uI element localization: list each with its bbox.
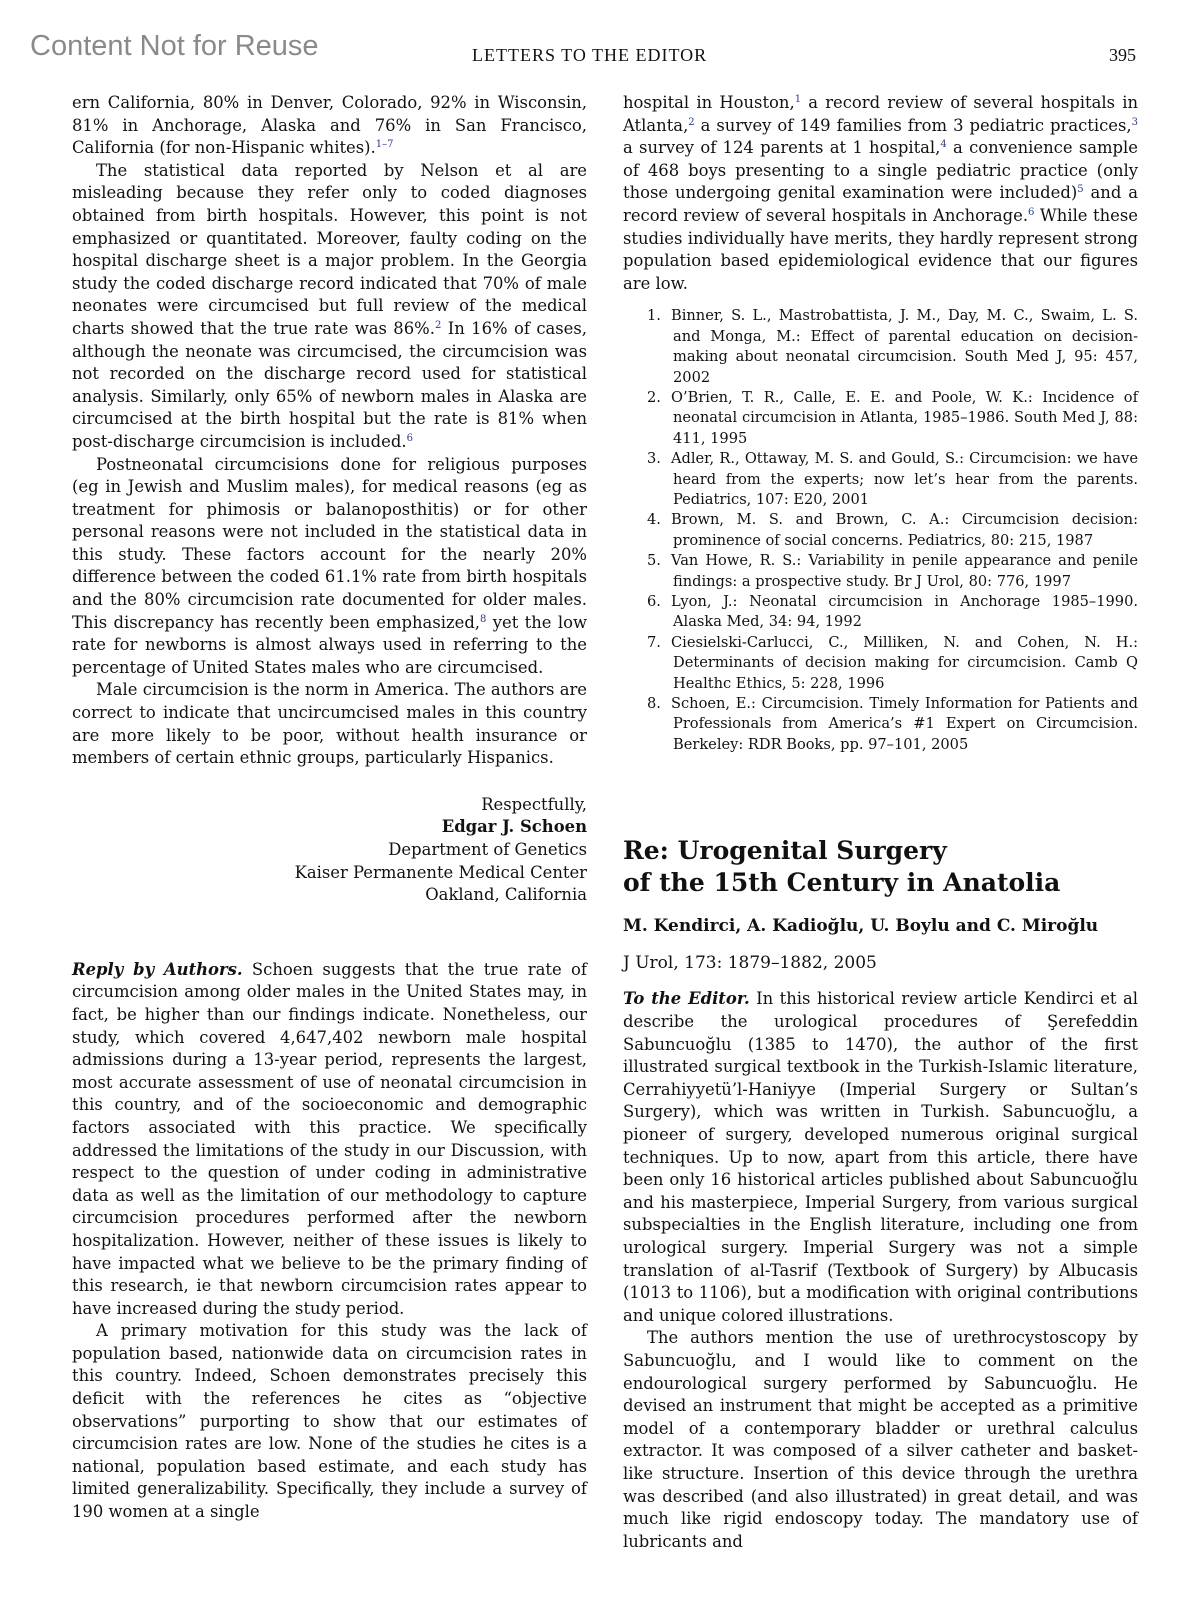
running-head: LETTERS TO THE EDITOR <box>472 45 708 65</box>
reference-item: 1. Binner, S. L., Mastrobattista, J. M., Day, M. C., Swaim, L. S. and Monga, M.: Effect of parental education on decision-making about neonatal circumcision. South Med J, 95: 457, 2002 <box>647 307 1138 386</box>
article-title-line: of the 15th Century in Anatolia <box>623 868 1061 898</box>
reference-item: 8. Schoen, E.: Circumcision. Timely Information for Patients and Professionals from America’s #1 Expert on Circumcision. Berkeley: RDR Books, pp. 97–101, 2005 <box>647 695 1138 753</box>
paragraph: hospital in Houston,$^1$ a record review of several hospitals in Atlanta,$^2$ a survey of 149 families from 3 pediatric practices,$^3$ a survey of 124 parents at 1 hospital,$^4$ a convenience sample of 468 boys presenting to a single pediatric practice (only those undergoing genital examination were included)$^5$ and a record review of several hospitals in Anchorage.$^6$ While these studies individually have merits, they hardly represent strong population based epidemiological evidence that our figures are low. <box>623 93 1138 293</box>
paragraph: A primary motivation for this study was the lack of population based, nationwide data on circumcision rates in this country. Indeed, Schoen demonstrates precisely this deficit with the references he cites as “objective observations” purporting to show that our estimates of circumcision rates are low. None of the studies he cites is a national, population based estimate, and each study has limited generalizability. Specifically, they include a survey of 190 women at a single <box>72 1321 587 1522</box>
paragraph: ern California, 80% in Denver, Colorado, 92% in Wisconsin, 81% in Anchorage, Alaska and 76% in San Francisco, California (for non-Hispanic whites).$^{1-7}$ <box>72 93 587 158</box>
paragraph: Postneonatal circumcisions done for religious purposes (eg in Jewish and Muslim males), for medical reasons (eg as treatment for phimosis or balanoposthitis) or for other personal reasons were not included in the statistical data in this study. These factors account for the nearly 20% difference between the coded 61.1% rate from birth hospitals and the 80% circumcision rate documented for older males. This discrepancy has recently been emphasized,$^8$ yet the low rate for newborns is almost always used in referring to the percentage of United States males who are circumcised. <box>72 454 587 677</box>
citation-link[interactable]: 8 <box>480 613 487 625</box>
reference-item: 7. Ciesielski-Carlucci, C., Milliken, N. and Cohen, N. H.: Determinants of decision making for circumcision. Camb Q Healthc Ethics, 5: 228, 1996 <box>647 633 1138 692</box>
author-institution: Kaiser Permanente Medical Center <box>294 862 587 882</box>
editor-paragraph: To the Editor. In this historical review article Kendirci et al describe the urological procedures of Şerefeddin Sabuncuoğlu (1385 to 1470), the author of the first illustrated surgical textbook in the Turkish-Islamic literature, Cerrahiyyetü’l-Haniyye (Imperial Surgery or Sultan’s Surgery), which was written in Turkish. Sabuncuoğlu, a pioneer of surgery, developed numerous original surgical techniques. Up to now, apart from this article, there have been only 16 historical articles published about Sabuncuoğlu and his masterpiece, Imperial Surgery, from various surgical subspecialties in the English literature, including one from urological surgery. Imperial Surgery was not a simple translation of al-Tasrif (Textbook of Surgery) by Albucasis (1013 to 1106), but a modification with original contributions and unique colored illustrations. <box>623 989 1138 1325</box>
watermark: Content Not for Reuse <box>30 30 319 62</box>
paragraph: The statistical data reported by Nelson et al are misleading because they refer only to coded diagnoses obtained from birth hospitals. However, this point is not emphasized or quantitated. Moreover, faulty coding on the hospital discharge sheet is a major problem. In the Georgia study the coded discharge record indicated that 70% of male neonates were circumcised but full review of the medical charts showed that the true rate was 86%.$^2$ In 16% of cases, although the neonate was circumcised, the circumcision was not recorded on the discharge record used for statistical analysis. Similarly, only 65% of newborn males in Alaska are circumcised at the birth hospital but the rate is 81% when post-discharge circumcision is included.$^6$ <box>72 160 587 451</box>
citation-link[interactable]: 4 <box>940 139 947 151</box>
article-authors: M. Kendirci, A. Kadioğlu, U. Boylu and C. Miroğlu <box>623 916 1099 937</box>
left-column <box>72 92 587 1524</box>
citation-link[interactable]: 2 <box>688 116 695 128</box>
reference-item: 4. Brown, M. S. and Brown, C. A.: Circumcision decision: prominence of social concerns. Pediatrics, 80: 215, 1987 <box>647 511 1138 549</box>
author-department: Department of Genetics <box>388 840 587 859</box>
author-location: Oakland, California <box>425 885 587 905</box>
closing: Respectfully, <box>481 794 587 814</box>
citation-link[interactable]: 5 <box>1077 184 1084 196</box>
citation-link[interactable]: 1 <box>794 94 802 105</box>
reply-paragraph: Reply by Authors. Schoen suggests that the true rate of circumcision among older males in the United States may, in fact, be higher than our findings indicate. Nonetheless, our study, which covered 4,647,402 newborn male hospital admissions during a 13-year period, represents the largest, most accurate assessment of use of neonatal circumcision in this country, and of the socioeconomic and demographic factors associated with this practice. We specifically addressed the limitations of the study in our Discussion, with respect to the question of under coding in administrative data as well as the limitation of our methodology to capture circumcision procedures performed after the newborn hospitalization. However, neither of these issues is likely to have impacted what we believe to be the primary finding of this research, ie that newborn circumcision rates appear to have increased during the study period. <box>72 959 587 1318</box>
article-citation: J Urol, 173: 1879–1882, 2005 <box>623 952 877 973</box>
reference-item: 2. O’Brien, T. R., Calle, E. E. and Poole, W. K.: Incidence of neonatal circumcision in Atlanta, 1985–1986. South Med J, 88: 411, 1995 <box>647 388 1138 447</box>
citation-link[interactable]: 6 <box>1028 206 1035 218</box>
paragraph: The authors mention the use of urethrocystoscopy by Sabuncuoğlu, and I would like to comment on the endourological surgery performed by Sabuncuoğlu. He devised an instrument that might be accepted as a primitive model of a contemporary bladder or urethral calculus extractor. It was composed of a silver catheter and basket-like structure. Insertion of this device through the urethra was described (and also illustrated) in great detail, and was much like rigid endoscopy today. The mandatory use of lubricants and <box>623 1328 1138 1551</box>
paragraph: Male circumcision is the norm in America. The authors are correct to indicate that uncircumcised males in this country are more likely to be poor, without health insurance or members of certain ethnic groups, particularly Hispanics. <box>72 680 587 768</box>
article-header <box>623 835 1138 974</box>
reply-lead: Reply by Authors. <box>72 959 243 979</box>
reference-item: 3. Adler, R., Ottaway, M. S. and Gould, S.: Circumcision: we have heard from the experts; now let’s hear from the parents. Pediatrics, 107: E20, 2001 <box>647 450 1138 508</box>
letter-author: Edgar J. Schoen <box>441 817 587 837</box>
article-title-line: Re: Urogenital Surgery <box>623 836 947 866</box>
letter-signoff <box>72 794 587 907</box>
reference-item: 5. Van Howe, R. S.: Variability in penile appearance and penile findings: a prospective study. Br J Urol, 80: 776, 1997 <box>647 552 1138 590</box>
page-number: 395 <box>1109 45 1136 65</box>
citation-link[interactable]: 6 <box>406 432 413 444</box>
citation-link[interactable]: 1–7 <box>375 139 394 151</box>
citation-link[interactable]: 3 <box>1131 116 1138 128</box>
citation-link[interactable]: 2 <box>434 319 442 331</box>
reference-list <box>623 306 1138 755</box>
reference-item: 6. Lyon, J.: Neonatal circumcision in Anchorage 1985–1990. Alaska Med, 34: 94, 1992 <box>647 593 1138 631</box>
right-column <box>623 92 1138 1553</box>
editor-lead: To the Editor. <box>623 989 750 1009</box>
